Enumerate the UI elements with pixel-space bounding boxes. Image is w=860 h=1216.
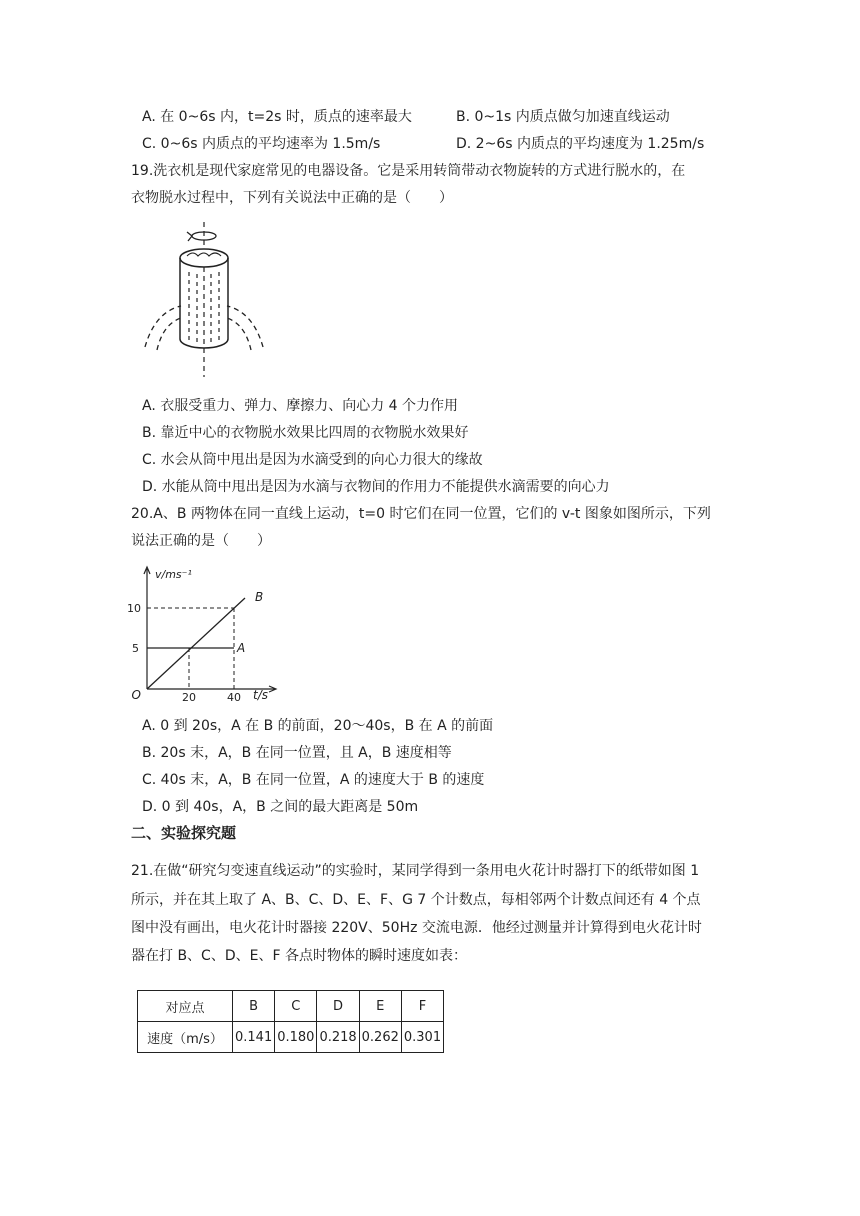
q19-text-line2: 衣物脱水过程中，下列有关说法中正确的是（ ） [131,190,453,206]
table-cell: D [317,991,359,1022]
q18-option-d: D. 2~6s 内质点的平均速度为 1.25m/s [456,136,705,152]
q21-text-line2: 所示，并在其上取了 A、B、C、D、E、F、G 7 个计数点，每相邻两个计数点间还有 4 个点 [131,892,701,908]
q19-option-d: D. 水能从筒中甩出是因为水滴与衣物间的作用力不能提供水滴需要的向心力 [142,479,610,495]
table-cell: F [401,991,443,1022]
table-cell: 0.301 [401,1022,443,1053]
section-heading: 二、实验探究题 [131,824,237,842]
q20-option-c: C. 40s 末，A，B 在同一位置，A 的速度大于 B 的速度 [142,772,485,788]
table-row-speeds [138,1022,444,1053]
table-cell: 0.141 [233,1022,275,1053]
q20-option-b: B. 20s 末，A，B 在同一位置，且 A，B 速度相等 [142,745,452,761]
x-axis-label: t/s [253,688,268,702]
speed-table [137,990,444,1053]
q18-option-a: A. 在 0~6s 内，t=2s 时，质点的速率最大 [142,109,412,125]
x-tick-20: 20 [182,691,196,704]
series-label-b: B [255,590,264,604]
q21-text-line3: 图中没有画出，电火花计时器接 220V、50Hz 交流电源．他经过测量并计算得到电火花计时 [131,920,702,936]
table-header-speed: 速度（m/s） [138,1022,233,1053]
q19-option-c: C. 水会从筒中甩出是因为水滴受到的向心力很大的缘故 [142,452,483,468]
x-tick-40: 40 [227,691,241,704]
table-cell: 0.262 [359,1022,401,1053]
series-label-a: A [237,641,246,655]
table-cell: 0.218 [317,1022,359,1053]
q21-text-line1: 21.在做“研究匀变速直线运动”的实验时，某同学得到一条用电火花计时器打下的纸带如图 1 [131,863,700,879]
q18-option-c: C. 0~6s 内质点的平均速率为 1.5m/s [142,136,381,152]
q19-text-line1: 19.洗衣机是现代家庭常见的电器设备。它是采用转筒带动衣物旋转的方式进行脱水的，在 [131,163,686,179]
q18-option-b: B. 0~1s 内质点做匀加速直线运动 [456,109,670,125]
line-b [147,598,245,689]
table-cell: C [275,991,317,1022]
origin-label: O [131,688,141,702]
q20-option-d: D. 0 到 40s，A，B 之间的最大距离是 50m [142,799,419,815]
q20-text-line1: 20.A、B 两物体在同一直线上运动，t=0 时它们在同一位置，它们的 v-t 图象如图所示，下列 [131,506,711,522]
table-cell: 0.180 [275,1022,317,1053]
table-row-points [138,991,444,1022]
table-cell: B [233,991,275,1022]
q21-text-line4: 器在打 B、C、D、E、F 各点时物体的瞬时速度如表： [131,948,467,964]
vt-graph [127,563,285,704]
y-axis-label: v/ms⁻¹ [155,568,192,581]
q19-option-b: B. 靠近中心的衣物脱水效果比四周的衣物脱水效果好 [142,425,469,441]
y-tick-10: 10 [127,602,141,615]
q20-option-a: A. 0 到 20s，A 在 B 的前面，20～40s，B 在 A 的前面 [142,718,494,734]
y-tick-5: 5 [132,642,139,655]
table-header-point: 对应点 [138,991,233,1022]
table-cell: E [359,991,401,1022]
q20-text-line2: 说法正确的是（ ） [131,533,271,549]
q19-option-a: A. 衣服受重力、弹力、摩擦力、向心力 4 个力作用 [142,398,459,414]
washing-drum-figure [135,222,270,382]
